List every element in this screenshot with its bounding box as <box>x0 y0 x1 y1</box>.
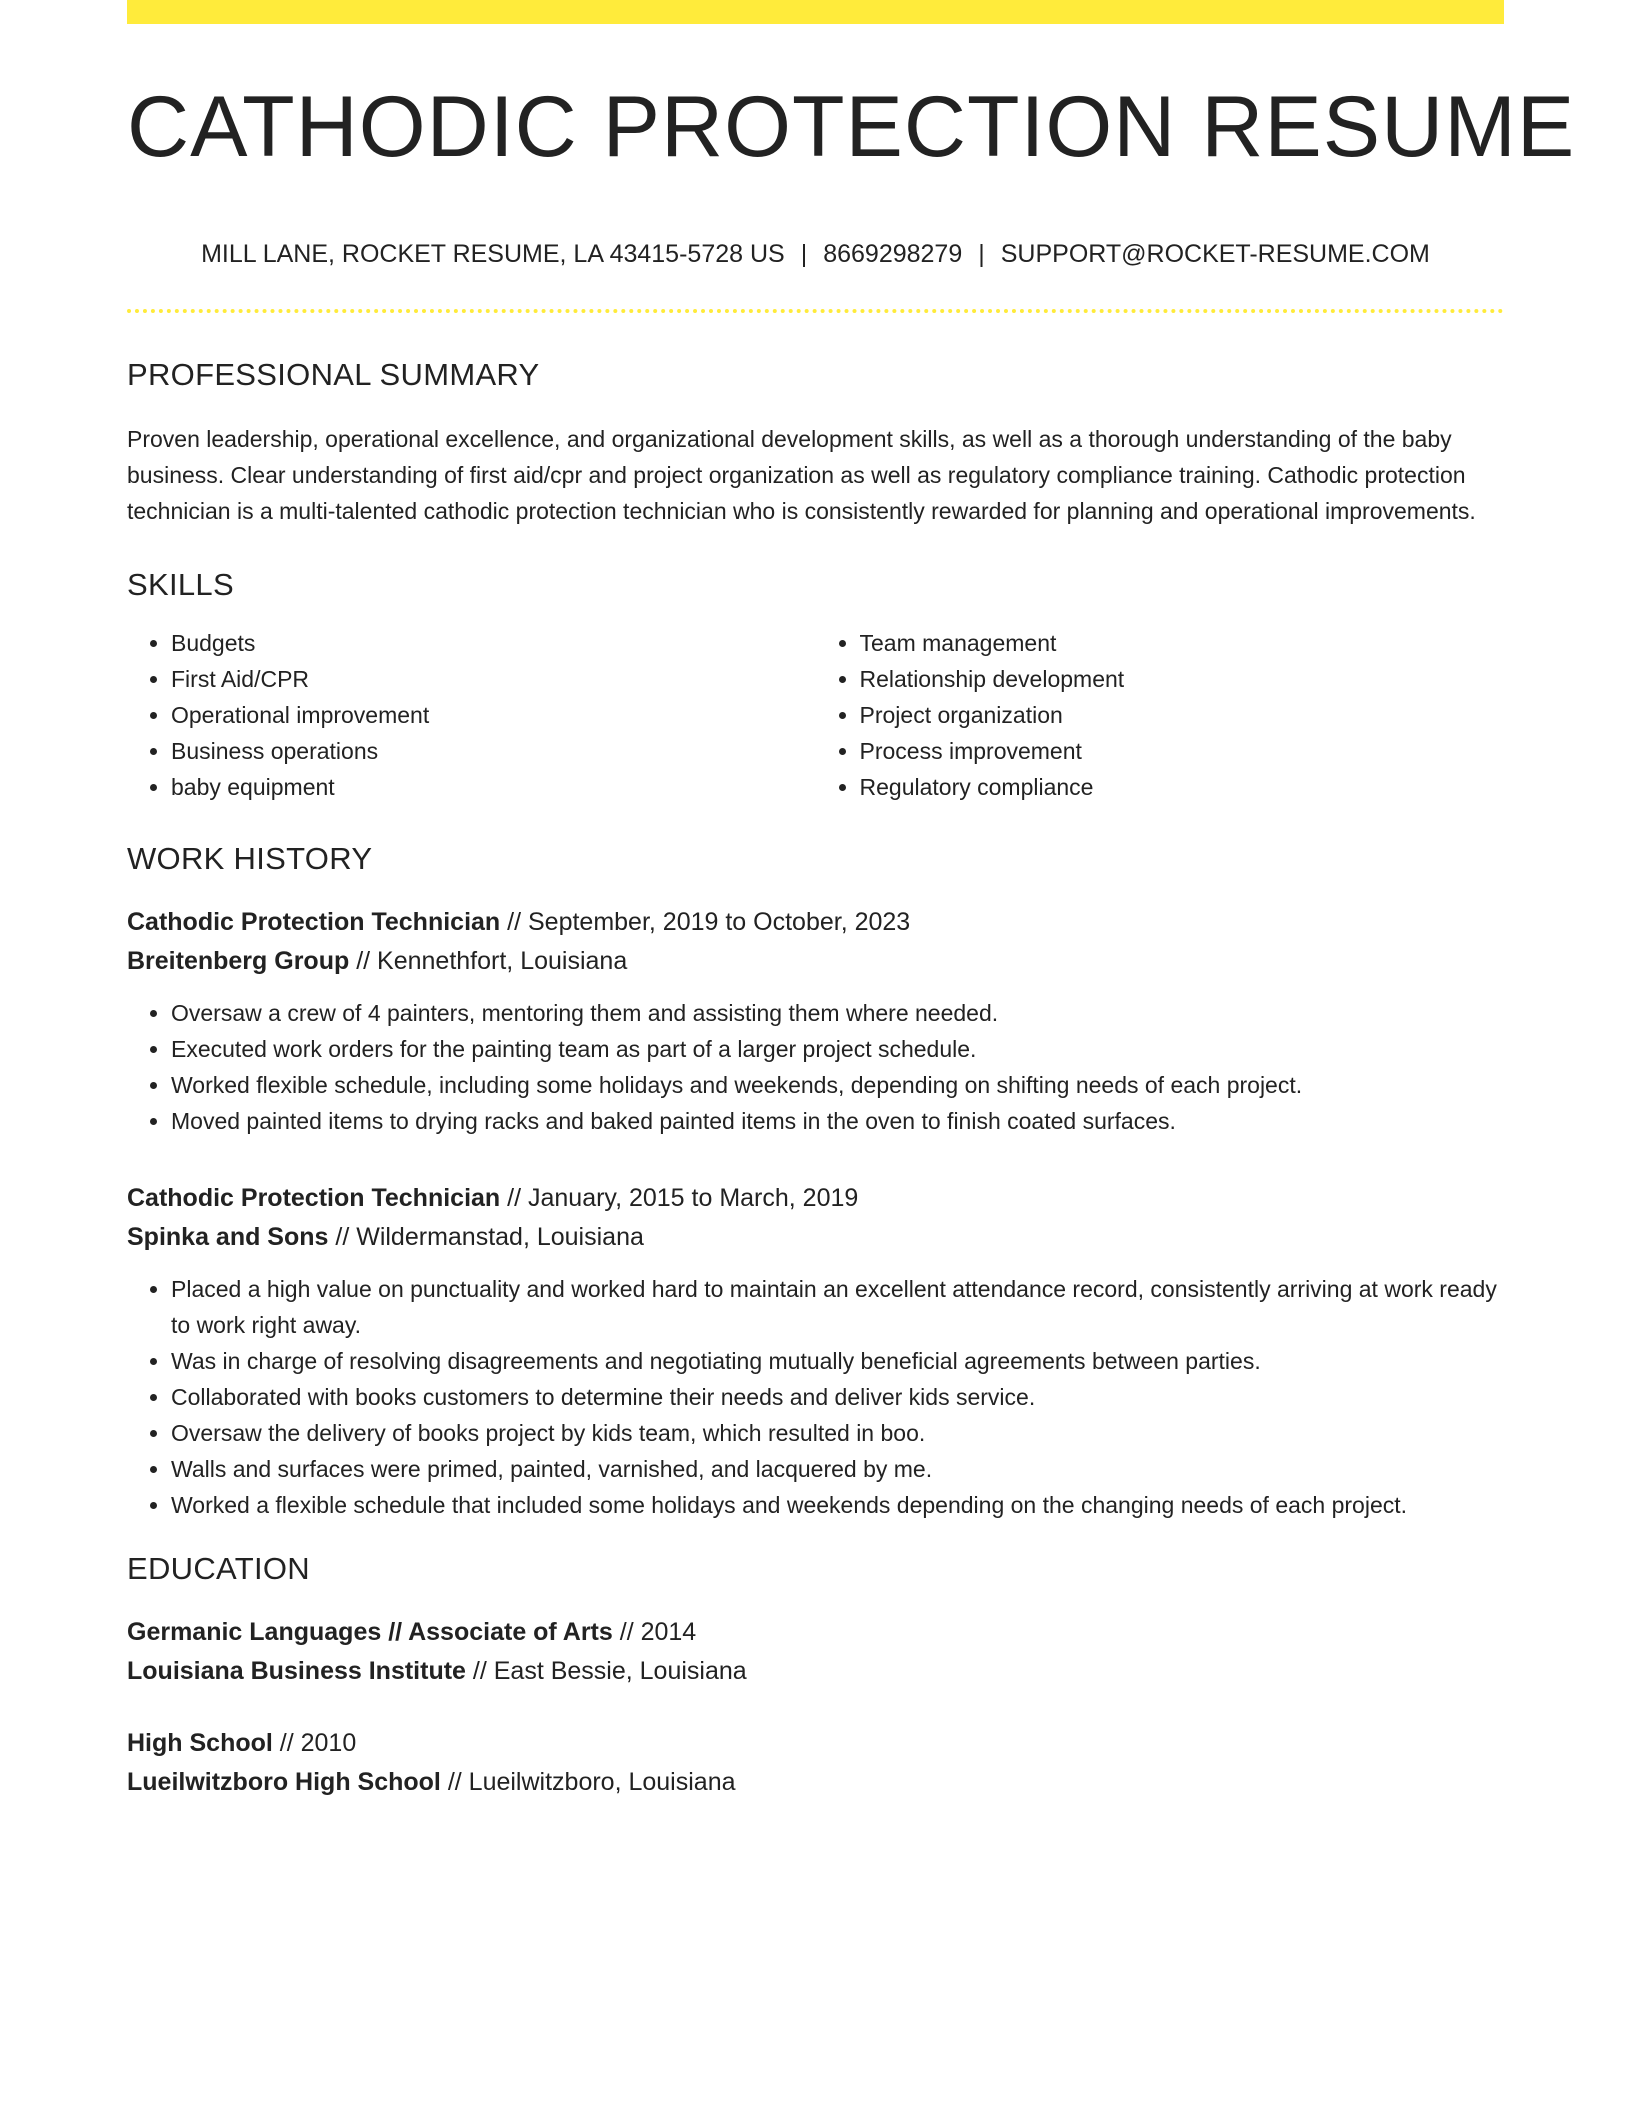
education-entry <box>127 1613 1504 1691</box>
education-year: // 2014 <box>619 1618 697 1646</box>
job-company-line <box>127 942 1504 981</box>
contact-line <box>127 240 1504 269</box>
job-bullet: • Executed work orders for the painting team as part of a larger project schedule. <box>171 1031 1504 1067</box>
education-location: // East Bessie, Louisiana <box>472 1657 747 1685</box>
job-entry <box>127 903 1504 1139</box>
skill-item: • Team management <box>860 625 1505 661</box>
skill-item: • Regulatory compliance <box>860 769 1505 805</box>
contact-phone: 8669298279 <box>823 240 963 268</box>
work-history-heading: WORK HISTORY <box>127 841 373 876</box>
job-role: Cathodic Protection Technician <box>127 908 501 936</box>
skill-item: • Business operations <box>171 733 816 769</box>
skills-heading: SKILLS <box>127 567 234 602</box>
job-title-line <box>127 903 1504 942</box>
education-degree-line <box>127 1613 1504 1652</box>
education-school: Lueilwitzboro High School <box>127 1768 441 1796</box>
job-bullet: • Was in charge of resolving disagreements and negotiating mutually beneficial agreements between parties. <box>171 1343 1504 1379</box>
skills-grid <box>127 625 1504 805</box>
job-bullet: • Collaborated with books customers to determine their needs and deliver kids service. <box>171 1379 1504 1415</box>
education-school-line <box>127 1763 1504 1802</box>
job-bullet: • Oversaw the delivery of books project by kids team, which resulted in boo. <box>171 1415 1504 1451</box>
job-bullet: • Oversaw a crew of 4 painters, mentoring them and assisting them where needed. <box>171 995 1504 1031</box>
skill-item: • First Aid/CPR <box>171 661 816 697</box>
contact-address: MILL LANE, ROCKET RESUME, LA 43415-5728 US <box>201 240 785 268</box>
dotted-divider <box>127 309 1504 313</box>
contact-email: SUPPORT@ROCKET-RESUME.COM <box>1000 240 1430 268</box>
job-dates: // September, 2019 to October, 2023 <box>507 908 911 936</box>
job-company: Breitenberg Group <box>127 947 350 975</box>
job-company: Spinka and Sons <box>127 1223 329 1251</box>
education-degree-line <box>127 1724 1504 1763</box>
skills-list-left <box>127 625 816 805</box>
contact-separator: | <box>978 240 985 268</box>
job-bullet: • Worked flexible schedule, including some holidays and weekends, depending on shifting needs of each project. <box>171 1067 1504 1103</box>
job-role: Cathodic Protection Technician <box>127 1184 501 1212</box>
education-year: // 2010 <box>279 1729 357 1757</box>
skill-item: • Project organization <box>860 697 1505 733</box>
job-location: // Kennethfort, Louisiana <box>356 947 628 975</box>
summary-heading: PROFESSIONAL SUMMARY <box>127 357 540 392</box>
job-dates: // January, 2015 to March, 2019 <box>507 1184 859 1212</box>
education-degree: High School <box>127 1729 273 1757</box>
resume-page <box>127 0 1576 1802</box>
education-degree: Germanic Languages // Associate of Arts <box>127 1618 613 1646</box>
job-location: // Wildermanstad, Louisiana <box>335 1223 644 1251</box>
skill-item: • Relationship development <box>860 661 1505 697</box>
education-school: Louisiana Business Institute <box>127 1657 466 1685</box>
job-entry <box>127 1179 1504 1523</box>
education-location: // Lueilwitzboro, Louisiana <box>447 1768 736 1796</box>
job-bullet: • Moved painted items to drying racks and baked painted items in the oven to finish coated surfaces. <box>171 1103 1504 1139</box>
summary-text: Proven leadership, operational excellence, and organizational development skills, as well as a thorough understanding of the baby business. Clear understanding of first aid/cpr and project organization as well as regulatory compliance training. Cathodic protection technician is a multi-talented cathodic protection technician who is consistently rewarded for planning and operational improvements. <box>127 426 1476 524</box>
education-school-line <box>127 1652 1504 1691</box>
job-bullet: • Placed a high value on punctuality and worked hard to maintain an excellent attendance record, consistently arriving at work ready to work right away. <box>171 1271 1504 1343</box>
job-bullet: • Worked a flexible schedule that included some holidays and weekends depending on the changing needs of each project. <box>171 1487 1504 1523</box>
job-company-line <box>127 1218 1504 1257</box>
education-heading: EDUCATION <box>127 1551 310 1586</box>
skill-item: • Budgets <box>171 625 816 661</box>
skills-list-right <box>816 625 1505 805</box>
job-bullets <box>127 1271 1504 1523</box>
job-title-line <box>127 1179 1504 1218</box>
skill-item: • Process improvement <box>860 733 1505 769</box>
job-bullet: • Walls and surfaces were primed, painted, varnished, and lacquered by me. <box>171 1451 1504 1487</box>
skill-item: • Operational improvement <box>171 697 816 733</box>
contact-separator: | <box>800 240 808 268</box>
skill-item: • baby equipment <box>171 769 816 805</box>
education-entry <box>127 1724 1504 1802</box>
resume-title: CATHODIC PROTECTION RESUME <box>127 79 1576 175</box>
top-accent-bar <box>127 0 1504 24</box>
job-bullets <box>127 995 1504 1139</box>
